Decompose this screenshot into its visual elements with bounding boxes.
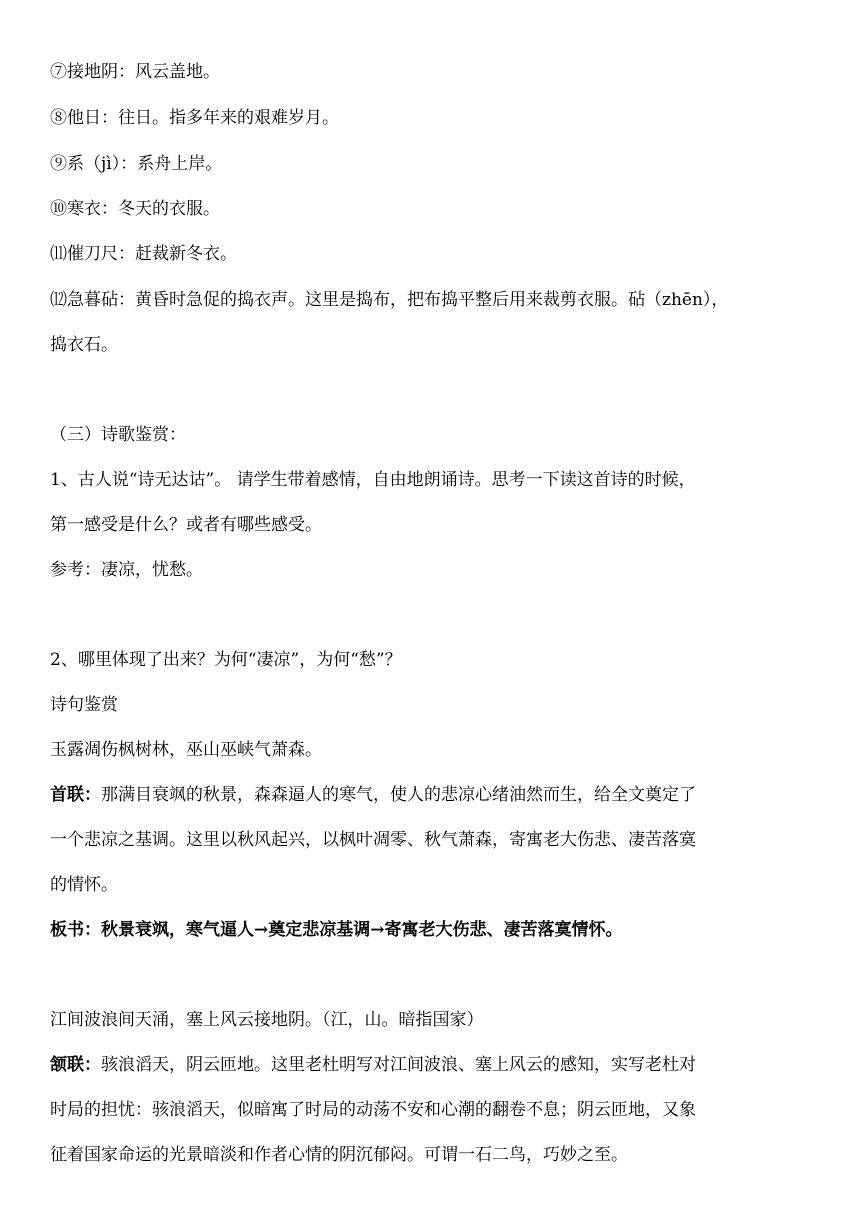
couplet-1-label: 首联： <box>50 785 101 805</box>
couplet-1-text: 那满目衰飒的秋景，森森逼人的寒气，使人的悲凉心绪油然而生，给全文奠定了 <box>101 785 696 805</box>
note-7: ⑦接地阴：风云盖地。 <box>50 62 220 82</box>
couplet-1-board-notes: 板书：秋景衰飒，寒气逼人→奠定悲凉基调→寄寓老大伤悲、凄苦落寞情怀。 <box>50 920 623 940</box>
note-8: ⑧他日：往日。指多年来的艰难岁月。 <box>50 108 339 128</box>
note-12-line-2: 捣衣石。 <box>50 335 118 355</box>
section-heading: （三）诗歌鉴赏： <box>50 425 186 445</box>
note-9: ⑨系（jì）：系舟上岸。 <box>50 154 223 174</box>
couplet-2-verse: 江间波浪间天涌，塞上风云接地阴。（江，山。暗指国家） <box>50 1010 484 1030</box>
note-11: ⑾催刀尺：赶裁新冬衣。 <box>50 244 237 264</box>
question-1-line-2: 第一感受是什么？或者有哪些感受。 <box>50 515 322 535</box>
question-2: 2、哪里体现了出来？为何“凄凉”，为何“愁”？ <box>50 650 402 670</box>
couplet-1-commentary-line-1 <box>50 785 815 805</box>
question-2-subheading: 诗句鉴赏 <box>50 695 118 715</box>
couplet-2-commentary-line-1 <box>50 1055 815 1075</box>
note-10: ⑩寒衣：冬天的衣服。 <box>50 199 220 219</box>
couplet-1-commentary-line-2: 一个悲凉之基调。这里以秋风起兴，以枫叶凋零、秋气萧森，寄寓老大伤悲、凄苦落寞 <box>50 830 696 850</box>
note-12-line-1: ⑿急暮砧：黄昏时急促的捣衣声。这里是捣布，把布捣平整后用来裁剪衣服。砧（zhēn）， <box>50 290 729 310</box>
couplet-2-commentary-line-3: 征着国家命运的光景暗淡和作者心情的阴沉郁闷。可谓一石二鸟，巧妙之至。 <box>50 1145 628 1165</box>
couplet-1-commentary-line-3: 的情怀。 <box>50 875 118 895</box>
couplet-2-label: 颔联： <box>50 1055 101 1075</box>
couplet-2-text: 骇浪滔天，阴云匝地。这里老杜明写对江间波浪、塞上风云的感知，实写老杜对 <box>101 1055 696 1075</box>
couplet-1-verse: 玉露凋伤枫树林，巫山巫峡气萧森。 <box>50 740 322 760</box>
question-1-reference: 参考：凄凉，忧愁。 <box>50 560 203 580</box>
question-1-line-1: 1、古人说“诗无达诂”。 请学生带着感情，自由地朗诵诗。思考一下读这首诗的时候， <box>50 470 696 490</box>
couplet-2-commentary-line-2: 时局的担忧：骇浪滔天，似暗寓了时局的动荡不安和心潮的翻卷不息；阴云匝地，又象 <box>50 1100 696 1120</box>
